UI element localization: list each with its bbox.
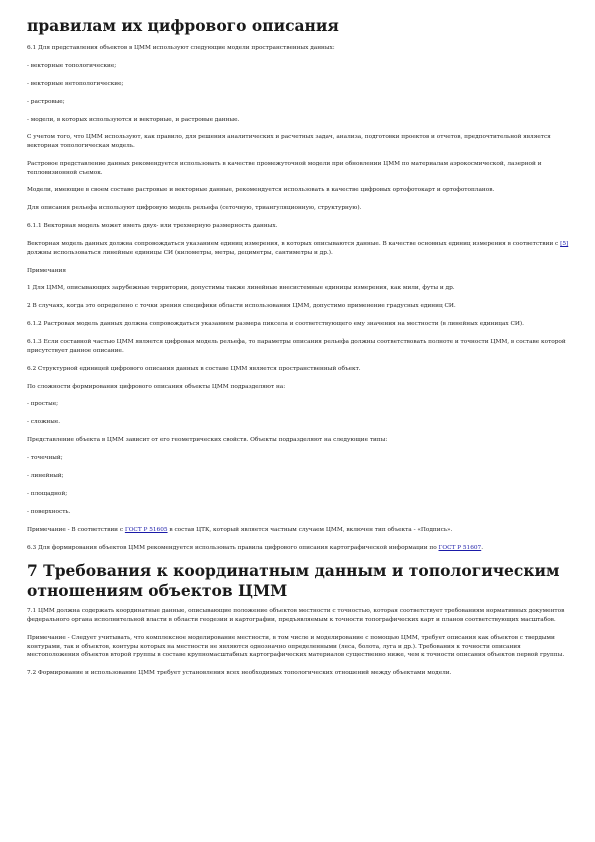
list-item: - простые;: [27, 401, 59, 408]
paragraph: Модели, имеющие в своем составе растровые и векторные данные, рекомендуется использовать в качестве цифровых ортофотокарт и ортофотопланов.: [27, 187, 495, 194]
paragraph: По сложности формирования цифрового описания объекты ЦММ подразделяют на:: [27, 383, 286, 390]
paragraph: Примечание - Следует учитывать, что комплексное моделирование местности, в том числе и моделирование с помощью ЦММ, требует описания как объектов с твердыми контурами, так и объектов, контуры которых на местности не являются однозначно определенными (леса, болота, луга и др.). Требования к точности описания местоположения объектов второй группы в составе крупномасштабных картографических материалов существенно ниже, чем к точности описания объектов первой группы.: [27, 634, 565, 659]
paragraph: 6.1.3 Если составной частью ЦММ является цифровая модель рельефа, то параметры описания рельефа должны соответствовать полноте и точности ЦММ, в составе которой присутствует данное описание.: [27, 339, 566, 354]
note-with-link: [27, 526, 570, 535]
paragraph: 6.1.1 Векторная модель может иметь двух- или трехмерную размерность данных.: [27, 223, 278, 230]
section-heading-continued: правилам их цифрового описания: [27, 16, 339, 35]
note-item: 1 Для ЦММ, описывающих зарубежные территории, допустимы также линейные внесистемные единицы измерения, как мили, футы и др.: [27, 285, 455, 292]
list-item: - точечный;: [27, 455, 63, 462]
paragraph-text: должны использоваться линейные единицы СИ (километры, метры, дециметры, сантиметры и др.).: [27, 249, 333, 256]
paragraph-with-link: [27, 544, 570, 553]
gost-link[interactable]: ГОСТ Р 51607: [438, 544, 482, 551]
paragraph: 6.1 Для представления объектов в ЦММ используют следующие модели пространственных данных:: [27, 45, 335, 51]
paragraph: Растровое представление данных рекомендуется использовать в качестве промежуточной модели при обновлении ЦММ по материалам аэрокосмической, лазерной и тепловизионной съемок.: [27, 160, 542, 176]
paragraph: 6.2 Структурной единицей цифрового описания данных в составе ЦММ является пространственный объект.: [27, 365, 361, 372]
list-item: - сложные.: [27, 419, 61, 426]
list-item: - модели, в которых используются и векторные, и растровые данные.: [27, 116, 240, 123]
list-item: - векторные нетопологические;: [27, 80, 124, 87]
paragraph: Представление объекта в ЦММ зависит от его геометрических свойств. Объекты подразделяют на следующие типы:: [27, 437, 388, 444]
paragraph: Для описания рельефа используют цифровую модель рельефа (сеточную, триангуляционную, структурную).: [27, 205, 362, 212]
reference-link[interactable]: [5]: [560, 241, 569, 248]
section-heading: 7 Требования к координатным данным и топологическим отношениям объектов ЦММ: [27, 561, 560, 601]
paragraph: 7.2 Формирование и использование ЦММ требует установления всех необходимых топологических отношений между объектами модели.: [27, 669, 452, 676]
section-body: [27, 607, 570, 677]
gost-link[interactable]: ГОСТ Р 51605: [124, 526, 168, 533]
list-item: - векторные топологические;: [27, 62, 117, 69]
list-item: - линейный;: [27, 472, 64, 479]
paragraph-text: 6.3 Для формирования объектов ЦММ рекомендуется использовать правила цифрового описания картографической информации по: [27, 544, 439, 551]
paragraph-text: Примечание - В соответствии с: [27, 526, 125, 533]
paragraph-with-link: [27, 240, 570, 257]
notes-heading: Примечания: [27, 267, 67, 274]
paragraph: 7.1 ЦММ должна содержать координатные данные, описывающие положение объектов местности с точностью, которая соответствует требованиям нормативных документов федерального органа исполнительной власти в области геодезии и картографии, предъявляемым к точности топографических карт и планов соответствующих масштабов.: [27, 608, 565, 624]
document-page: [27, 16, 570, 687]
paragraph: 6.1.2 Растровая модель данных должна сопровождаться указанием размера пиксела и соответствующего ему значения на местности (в линейных единицах СИ).: [27, 321, 524, 328]
note-item: 2 В случаях, когда это определено с точки зрения специфики области использования ЦММ, допустимо применение градусных единиц СИ.: [27, 303, 456, 310]
paragraph-text: в состав ЦТК, который является частным случаем ЦММ, включен тип объекта - «Подпись».: [167, 526, 453, 533]
list-item: - растровые;: [27, 98, 65, 105]
list-item: - площадной;: [27, 490, 68, 497]
paragraph-text: .: [481, 544, 484, 551]
list-item: - поверхность.: [27, 508, 71, 515]
document-body: [27, 44, 570, 552]
paragraph-text: Векторная модель данных должна сопровождаться указанием единиц измерения, в которых описываются данные. В качестве основных единиц измерения в соответствии с: [27, 241, 561, 248]
paragraph: С учетом того, что ЦММ используют, как правило, для решения аналитических и расчетных задач, анализа, подготовки проектов и отчетов, предпочтительной является векторная топологическая модель.: [27, 134, 551, 150]
